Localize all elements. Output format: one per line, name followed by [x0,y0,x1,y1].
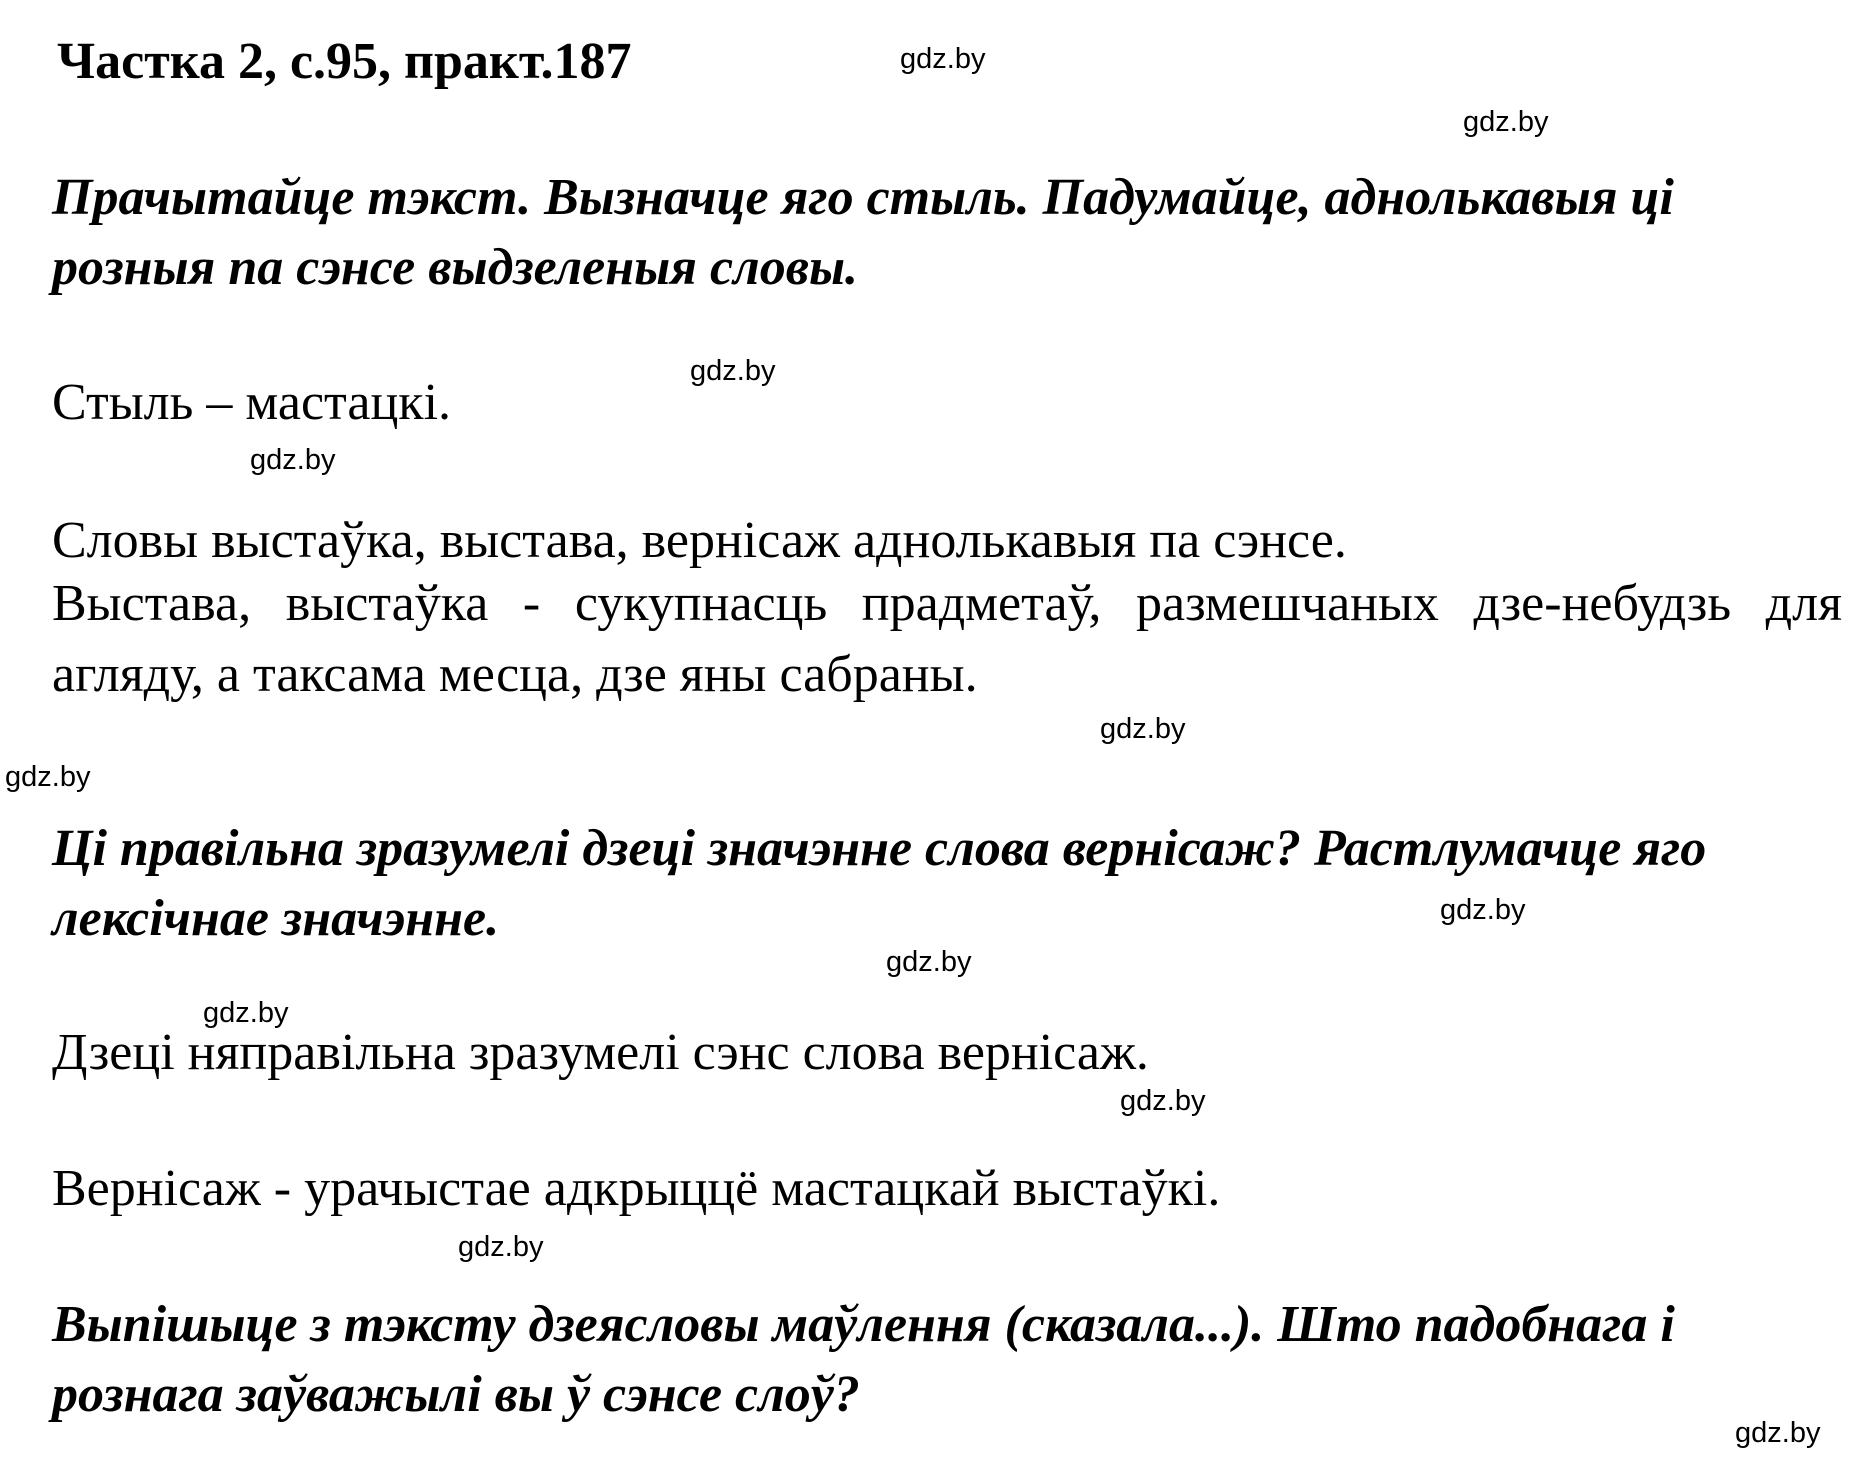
watermark: gdz.by [458,1231,544,1263]
watermark: gdz.by [1463,106,1549,138]
watermark: gdz.by [203,997,289,1029]
watermark: gdz.by [1120,1085,1206,1117]
task-instruction-1: Прачытайце тэкст. Вызначце яго стыль. Падумайце, аднолькавыя ці розныя па сэнсе выдзеленыя словы. [52,169,1674,296]
answer-definition-vernissage: Вернісаж - урачыстае адкрыццё мастацкай выстаўкі. [52,1160,1221,1217]
answer-style: Стыль – мастацкі. [52,374,452,431]
watermark: gdz.by [1100,713,1186,745]
watermark: gdz.by [250,444,336,476]
watermark: gdz.by [1735,1417,1821,1449]
watermark: gdz.by [5,761,91,793]
watermark: gdz.by [900,43,986,75]
task-instruction-3: Выпішыце з тэксту дзеясловы маўлення (сказала...). Што падобнага і рознага заўважылі вы ў сэнсе слоў? [52,1296,1675,1423]
task-instruction-2: Ці правільна зразумелі дзеці значэнне слова вернісаж? Растлумачце яго лексічнае значэнне. [52,820,1707,947]
watermark: gdz.by [1440,894,1526,926]
watermark: gdz.by [690,355,776,387]
answer-children-understanding: Дзеці няправільна зразумелі сэнс слова вернісаж. [52,1024,1149,1081]
watermark: gdz.by [886,946,972,978]
page-title: Частка 2, с.95, практ.187 [57,33,632,90]
answer-definition-exhibition: Выстава, выстаўка - сукупнасць прадметаў, размешчаных дзе-небудзь для агляду, а таксама месца, дзе яны сабраны. [52,575,1842,703]
answer-synonyms: Словы выстаўка, выстава, вернісаж аднолькавыя па сэнсе. [52,512,1347,569]
